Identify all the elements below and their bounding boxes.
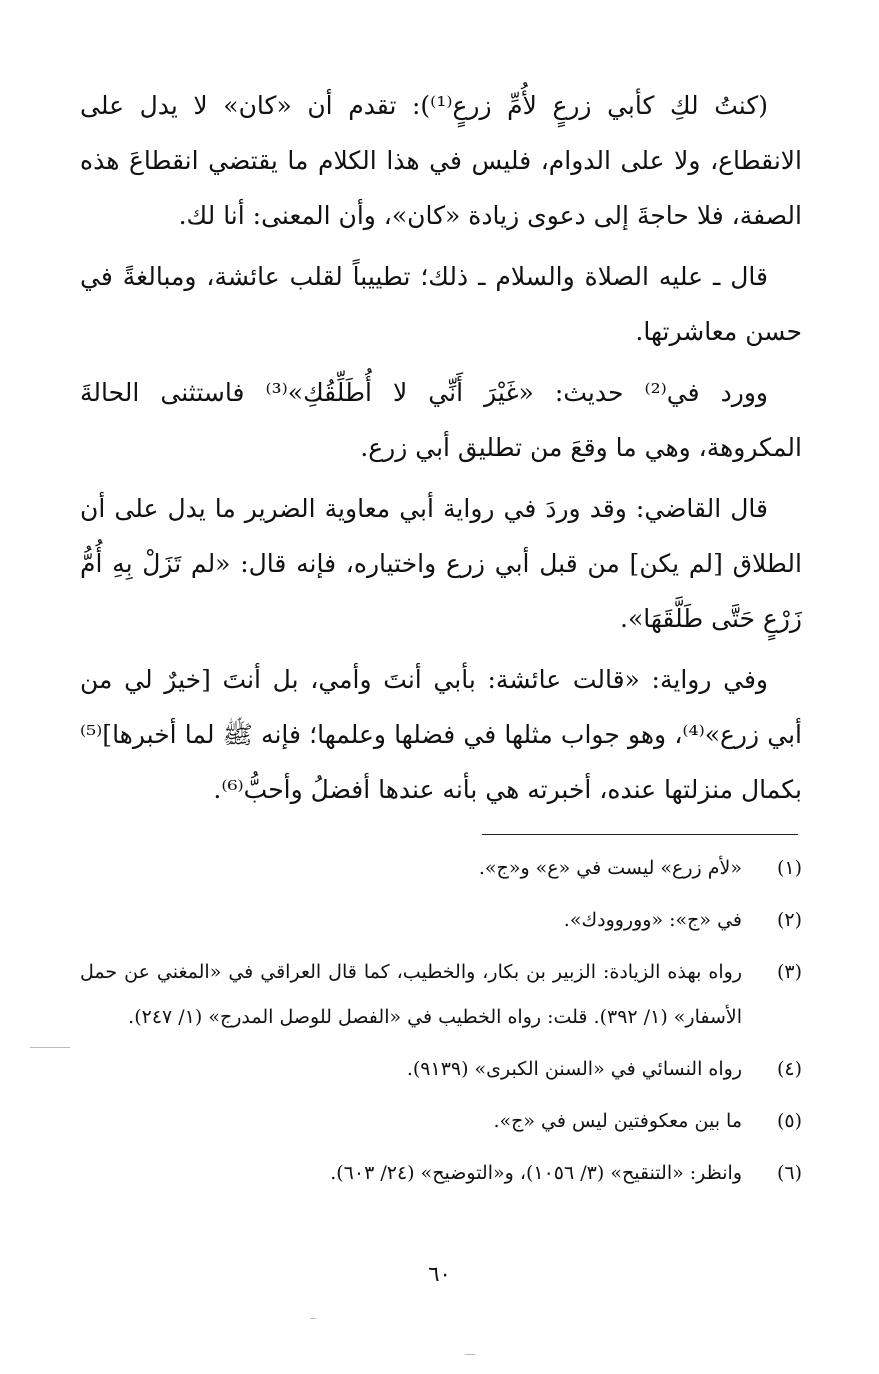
footnote-number: (٢) — [776, 909, 802, 931]
footnote-2 — [80, 898, 802, 943]
footnote-5 — [80, 1099, 802, 1144]
footnote-6 — [80, 1151, 802, 1196]
footnote-number: (١) — [776, 857, 802, 879]
footnote-text: رواه بهذه الزيادة: الزبير بن بكار، والخطيب، كما قال العراقي في «المغني عن حمل الأسفار» (١/ ٣٩٢). قلت: رواه الخطيب في «الفصل للوصل المدرج» (١/ ٢٤٧). — [80, 961, 742, 1028]
paragraph-3: وورد في⁽²⁾ حديث: «غَيْرَ أَنِّي لا أُطَلِّقُكِ»⁽³⁾ فاستثنى الحالةَ المكروهة، وهي ما وقعَ من تطليق أبي زرع. — [80, 378, 802, 462]
footnote-number: (٣) — [776, 961, 802, 983]
footnote-separator — [482, 834, 798, 835]
footnote-text: «لأم زرع» ليست في «ع» و«ج». — [478, 857, 742, 879]
footnote-number: (٦) — [776, 1162, 802, 1184]
footnote-3 — [80, 950, 802, 1040]
page-number: ٦٠ — [428, 1262, 451, 1286]
footnote-4 — [80, 1047, 802, 1092]
footnote-text: ما بين معكوفتين ليس في «ج». — [493, 1110, 742, 1132]
paragraph-1: (كنتُ لكِ كأبي زرعٍ لأُمِّ زرعٍ⁽¹⁾): تقدم أن «كان» لا يدل على الانقطاع، ولا على الدوام، فليس في هذا الكلام ما يقتضي انقطاعَ هذه الصفة، فلا حاجةَ إلى دعوى زيادة «كان»، وأن المعنى: أنا لك. — [80, 91, 802, 230]
scan-artifact — [310, 1318, 316, 1319]
footnote-1 — [80, 846, 802, 891]
scan-artifact — [465, 1354, 475, 1355]
paragraph-2: قال ـ عليه الصلاة والسلام ـ ذلك؛ تطييباً لقلب عائشة، ومبالغةً في حسن معاشرتها. — [80, 262, 802, 346]
footnote-text: وانظر: «التنقيح» (٣/ ١٠٥٦)، و«التوضيح» (٢٤/ ٦٠٣). — [330, 1162, 742, 1184]
footnote-text: رواه النسائي في «السنن الكبرى» (٩١٣٩). — [406, 1058, 742, 1080]
main-text — [80, 78, 802, 823]
scan-artifact — [30, 1047, 70, 1048]
footnote-number: (٥) — [776, 1110, 802, 1132]
footnote-number: (٤) — [776, 1058, 802, 1080]
footnotes — [80, 846, 802, 1203]
footnote-text: في «ج»: «ووروودك». — [563, 909, 742, 931]
paragraph-5: وفي رواية: «قالت عائشة: بأبي أنتَ وأمي، بل أنتَ [خيرٌ لي من أبي زرع»⁽⁴⁾، وهو جواب مثلها في فضلها وعلمها؛ فإنه ﷺ لما أخبرها]⁽⁵⁾ بكمال منزلتها عنده، أخبرته هي بأنه عندها أفضلُ وأحبُّ⁽⁶⁾. — [80, 665, 802, 804]
paragraph-4: قال القاضي: وقد وردَ في رواية أبي معاوية الضرير ما يدل على أن الطلاق [لم يكن] من قبل أبي زرع واختياره، فإنه قال: «لم تَزَلْ بِهِ أُمُّ زَرْعٍ حَتَّى طَلَّقَهَا». — [80, 494, 802, 633]
